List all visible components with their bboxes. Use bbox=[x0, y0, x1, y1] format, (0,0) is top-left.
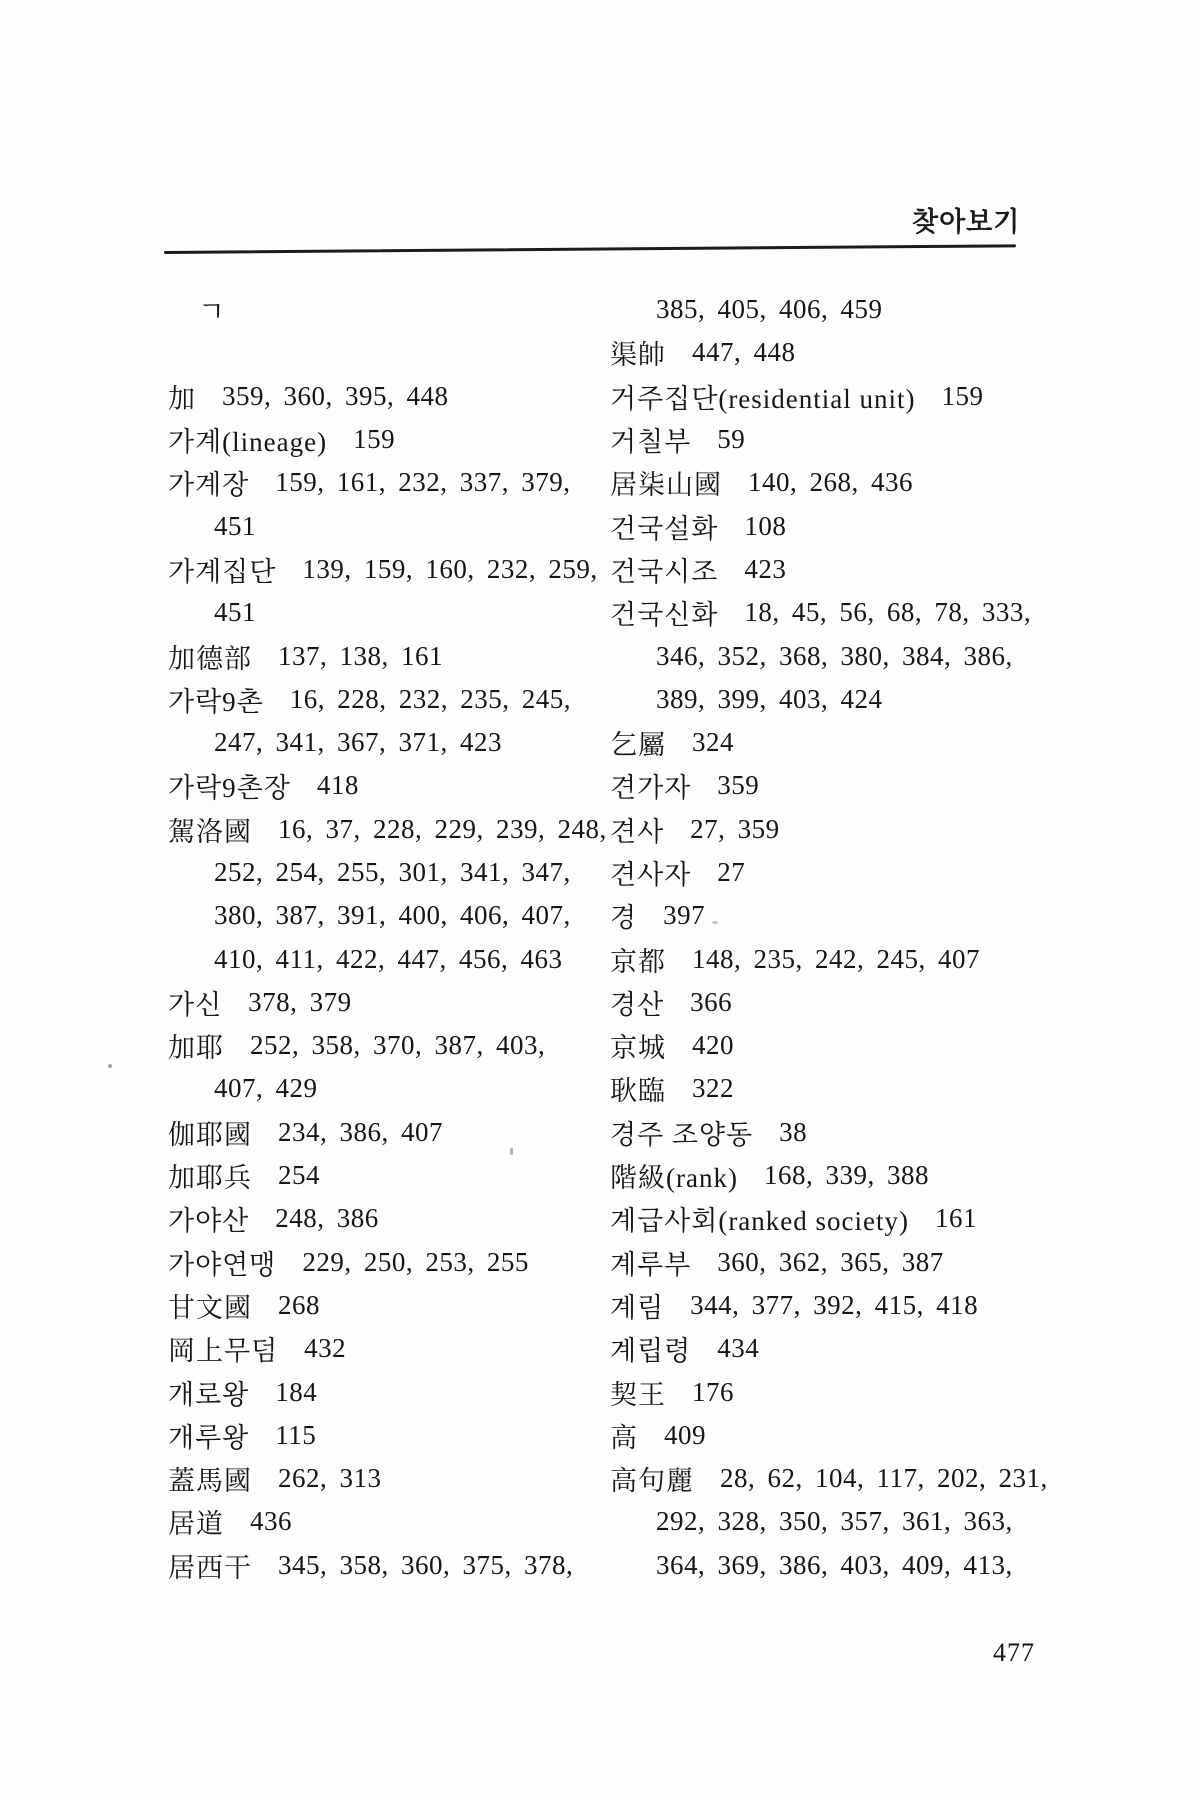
entry-term: 京城 bbox=[610, 1033, 666, 1064]
entry-pages: 322 bbox=[692, 1073, 734, 1104]
entry-pages: 59 bbox=[717, 424, 746, 455]
index-entry bbox=[168, 461, 588, 504]
index-entry bbox=[168, 1024, 588, 1067]
index-entry bbox=[610, 504, 1090, 547]
index-entry bbox=[610, 1370, 1090, 1413]
index-entry bbox=[168, 548, 598, 591]
index-entry bbox=[610, 591, 1090, 634]
scan-speck bbox=[510, 1148, 513, 1155]
index-entry bbox=[610, 937, 1090, 980]
page-header-title: 찾아보기 bbox=[912, 207, 1021, 237]
entry-term: 蓋馬國 bbox=[168, 1466, 252, 1497]
index-entry-continuation bbox=[610, 288, 1090, 331]
index-entry-continuation bbox=[168, 894, 588, 937]
index-entry bbox=[610, 331, 1090, 374]
entry-pages: 252, 254, 255, 301, 341, 347, bbox=[214, 857, 571, 887]
header-rule bbox=[164, 244, 1016, 254]
entry-pages: 229, 250, 253, 255 bbox=[302, 1246, 529, 1277]
entry-term: 계루부 bbox=[610, 1249, 692, 1280]
index-entry bbox=[610, 375, 1090, 418]
entry-term: 京都 bbox=[610, 946, 666, 977]
index-entry bbox=[168, 1500, 588, 1543]
index-column-left bbox=[168, 288, 607, 1587]
entry-term: 加耶兵 bbox=[168, 1163, 252, 1194]
entry-pages: 385, 405, 406, 459 bbox=[656, 294, 883, 325]
index-entry bbox=[168, 1457, 588, 1500]
entry-pages: 451 bbox=[214, 510, 256, 541]
entry-term: 가야산 bbox=[168, 1206, 250, 1237]
entry-term: 경산 bbox=[610, 989, 665, 1020]
entry-term: 가락9촌 bbox=[168, 686, 264, 717]
entry-pages: 27 bbox=[717, 857, 746, 887]
entry-pages: 389, 399, 403, 424 bbox=[656, 683, 883, 714]
entry-pages: 423 bbox=[744, 553, 787, 584]
page-number: 477 bbox=[993, 1638, 1035, 1667]
entry-term: 高句麗 bbox=[610, 1466, 694, 1497]
index-entry bbox=[610, 548, 1090, 591]
index-entry bbox=[168, 678, 588, 721]
entry-pages: 292, 328, 350, 357, 361, 363, bbox=[656, 1506, 1013, 1537]
index-entry bbox=[168, 1414, 588, 1457]
entry-pages: 139, 159, 160, 232, 259, bbox=[302, 553, 598, 584]
entry-pages: 366 bbox=[690, 986, 733, 1017]
index-entry bbox=[610, 1414, 1090, 1457]
entry-pages: 108 bbox=[744, 510, 787, 541]
entry-term: 계림 bbox=[610, 1292, 665, 1323]
index-column-right bbox=[610, 288, 1090, 1587]
entry-pages: 248, 386 bbox=[275, 1203, 379, 1234]
entry-term: 견가자 bbox=[610, 773, 692, 804]
index-entry bbox=[168, 1154, 588, 1197]
entry-pages: 184 bbox=[275, 1376, 318, 1407]
index-entry bbox=[168, 1544, 588, 1587]
entry-pages: 420 bbox=[692, 1030, 734, 1061]
entry-pages: 380, 387, 391, 400, 406, 407, bbox=[214, 900, 571, 931]
entry-pages: 38 bbox=[779, 1116, 808, 1147]
index-entry bbox=[610, 981, 1090, 1024]
entry-pages: 18, 45, 56, 68, 78, 333, bbox=[744, 597, 1032, 628]
entry-pages: 344, 377, 392, 415, 418 bbox=[690, 1289, 979, 1320]
index-entry bbox=[610, 1327, 1090, 1370]
entry-term: 가신 bbox=[168, 989, 223, 1020]
entry-term: 甘文國 bbox=[168, 1292, 252, 1323]
blank-line bbox=[168, 331, 588, 374]
entry-term: 加德部 bbox=[168, 643, 252, 674]
entry-pages: 378, 379 bbox=[248, 986, 352, 1017]
index-entry-continuation bbox=[610, 678, 1090, 721]
index-entry bbox=[168, 764, 588, 807]
index-entry-continuation bbox=[168, 1067, 588, 1110]
index-entry bbox=[168, 808, 607, 851]
entry-pages: 140, 268, 436 bbox=[748, 467, 913, 498]
section-letter bbox=[168, 288, 588, 331]
entry-term: 加耶 bbox=[168, 1033, 224, 1064]
index-entry bbox=[168, 1111, 588, 1154]
entry-term: 階級(rank) bbox=[610, 1163, 738, 1194]
index-entry-continuation bbox=[610, 1500, 1090, 1543]
entry-term: 가야연맹 bbox=[168, 1249, 277, 1280]
entry-term: 加 bbox=[168, 383, 196, 414]
index-entry-continuation bbox=[168, 721, 588, 764]
index-entry bbox=[610, 851, 1090, 894]
entry-pages: 137, 138, 161 bbox=[278, 640, 443, 671]
index-entry bbox=[168, 634, 588, 677]
index-entry bbox=[610, 1197, 1090, 1240]
entry-term: 가락9촌장 bbox=[168, 773, 291, 804]
entry-pages: 360, 362, 365, 387 bbox=[717, 1246, 944, 1277]
entry-pages: 418 bbox=[316, 770, 359, 801]
entry-pages: 159 bbox=[353, 424, 396, 455]
entry-pages: 268 bbox=[278, 1289, 320, 1320]
index-entry-continuation bbox=[168, 591, 588, 634]
entry-term: 乞屬 bbox=[610, 730, 666, 761]
entry-term: 거칠부 bbox=[610, 427, 692, 458]
index-entry bbox=[168, 418, 588, 461]
entry-term: 居西干 bbox=[168, 1552, 252, 1583]
entry-pages: 451 bbox=[214, 597, 256, 628]
index-entry bbox=[610, 1154, 1090, 1197]
index-entry bbox=[168, 1241, 588, 1284]
entry-term: 건국시조 bbox=[610, 556, 719, 587]
entry-term: 개루왕 bbox=[168, 1422, 250, 1453]
entry-pages: 324 bbox=[692, 727, 734, 758]
entry-term: 건국신화 bbox=[610, 600, 719, 631]
entry-term: 가계집단 bbox=[168, 556, 277, 587]
entry-pages: 27, 359 bbox=[690, 813, 780, 844]
entry-pages: 16, 37, 228, 229, 239, 248, bbox=[278, 813, 607, 844]
entry-pages: 254 bbox=[278, 1160, 320, 1191]
index-entry-continuation bbox=[610, 634, 1090, 677]
index-entry bbox=[610, 461, 1090, 504]
entry-term: 岡上무덤 bbox=[168, 1336, 279, 1367]
entry-pages: 409 bbox=[664, 1419, 706, 1450]
entry-term: 개로왕 bbox=[168, 1379, 250, 1410]
entry-pages: 434 bbox=[717, 1333, 760, 1364]
index-entry bbox=[610, 418, 1090, 461]
entry-pages: 159, 161, 232, 337, 379, bbox=[275, 467, 571, 498]
entry-pages: 364, 369, 386, 403, 409, 413, bbox=[656, 1549, 1013, 1580]
entry-term: 가계장 bbox=[168, 470, 250, 501]
entry-term: 계립령 bbox=[610, 1336, 692, 1367]
entry-term: 伽耶國 bbox=[168, 1119, 252, 1150]
index-entry bbox=[610, 721, 1090, 764]
entry-pages: 359 bbox=[717, 770, 760, 801]
index-entry-continuation bbox=[168, 851, 588, 894]
entry-pages: 28, 62, 104, 117, 202, 231, bbox=[720, 1463, 1048, 1494]
index-entry bbox=[168, 1370, 588, 1413]
entry-pages: 345, 358, 360, 375, 378, bbox=[278, 1549, 574, 1580]
index-entry bbox=[610, 894, 1090, 937]
index-entry bbox=[610, 1284, 1090, 1327]
entry-pages: 159 bbox=[941, 380, 984, 411]
index-entry bbox=[168, 981, 588, 1024]
entry-term: 高 bbox=[610, 1422, 638, 1453]
entry-pages: 148, 235, 242, 245, 407 bbox=[692, 943, 980, 974]
entry-pages: 359, 360, 395, 448 bbox=[222, 380, 449, 411]
entry-pages: 436 bbox=[250, 1506, 292, 1537]
entry-term: 건국설화 bbox=[610, 513, 719, 544]
entry-pages: 252, 358, 370, 387, 403, bbox=[250, 1030, 546, 1061]
scan-speck bbox=[108, 1064, 112, 1068]
index-entry-continuation bbox=[168, 504, 588, 547]
entry-pages: 176 bbox=[692, 1376, 734, 1407]
entry-pages: 262, 313 bbox=[278, 1463, 382, 1494]
entry-pages: 407, 429 bbox=[214, 1073, 318, 1104]
index-entry bbox=[610, 808, 1090, 851]
index-entry bbox=[610, 1111, 1090, 1154]
entry-term: 居道 bbox=[168, 1509, 224, 1540]
entry-pages: 346, 352, 368, 380, 384, 386, bbox=[656, 640, 1013, 671]
entry-pages: 247, 341, 367, 371, 423 bbox=[214, 727, 502, 758]
entry-term: 경 bbox=[610, 903, 638, 934]
entry-term: 견사 bbox=[610, 816, 665, 847]
index-entry bbox=[610, 1024, 1090, 1067]
entry-term: 거주집단(residential unit) bbox=[610, 383, 916, 414]
entry-term: 경주 조양동 bbox=[610, 1119, 754, 1150]
entry-pages: 168, 339, 388 bbox=[763, 1160, 929, 1191]
entry-term: 계급사회(ranked society) bbox=[610, 1206, 909, 1237]
entry-pages: 115 bbox=[275, 1419, 317, 1450]
entry-pages: 410, 411, 422, 447, 456, 463 bbox=[214, 943, 563, 974]
entry-pages: 447, 448 bbox=[692, 337, 796, 368]
index-entry bbox=[610, 1457, 1090, 1500]
entry-term: 渠帥 bbox=[610, 340, 666, 371]
entry-pages: 16, 228, 232, 235, 245, bbox=[289, 683, 571, 714]
index-entry bbox=[168, 1284, 588, 1327]
index-entry bbox=[168, 375, 588, 418]
scan-speck bbox=[712, 921, 718, 924]
entry-term: ㄱ bbox=[198, 296, 227, 328]
entry-term: 駕洛國 bbox=[168, 816, 252, 847]
entry-term: 契王 bbox=[610, 1379, 666, 1410]
index-entry bbox=[610, 1067, 1090, 1110]
entry-pages: 161 bbox=[935, 1203, 977, 1234]
index-entry bbox=[610, 764, 1090, 807]
entry-pages: 432 bbox=[304, 1333, 347, 1364]
index-entry-continuation bbox=[610, 1544, 1090, 1587]
index-entry bbox=[610, 1241, 1090, 1284]
entry-term: 耿臨 bbox=[610, 1076, 666, 1107]
entry-pages: 234, 386, 407 bbox=[278, 1116, 443, 1147]
entry-term: 견사자 bbox=[610, 860, 692, 890]
index-entry bbox=[168, 1197, 588, 1240]
entry-term: 가계(lineage) bbox=[168, 427, 328, 458]
entry-term: 居柒山國 bbox=[610, 470, 722, 501]
entry-pages: 397 bbox=[663, 900, 706, 931]
index-entry-continuation bbox=[168, 937, 588, 980]
index-entry bbox=[168, 1327, 588, 1370]
